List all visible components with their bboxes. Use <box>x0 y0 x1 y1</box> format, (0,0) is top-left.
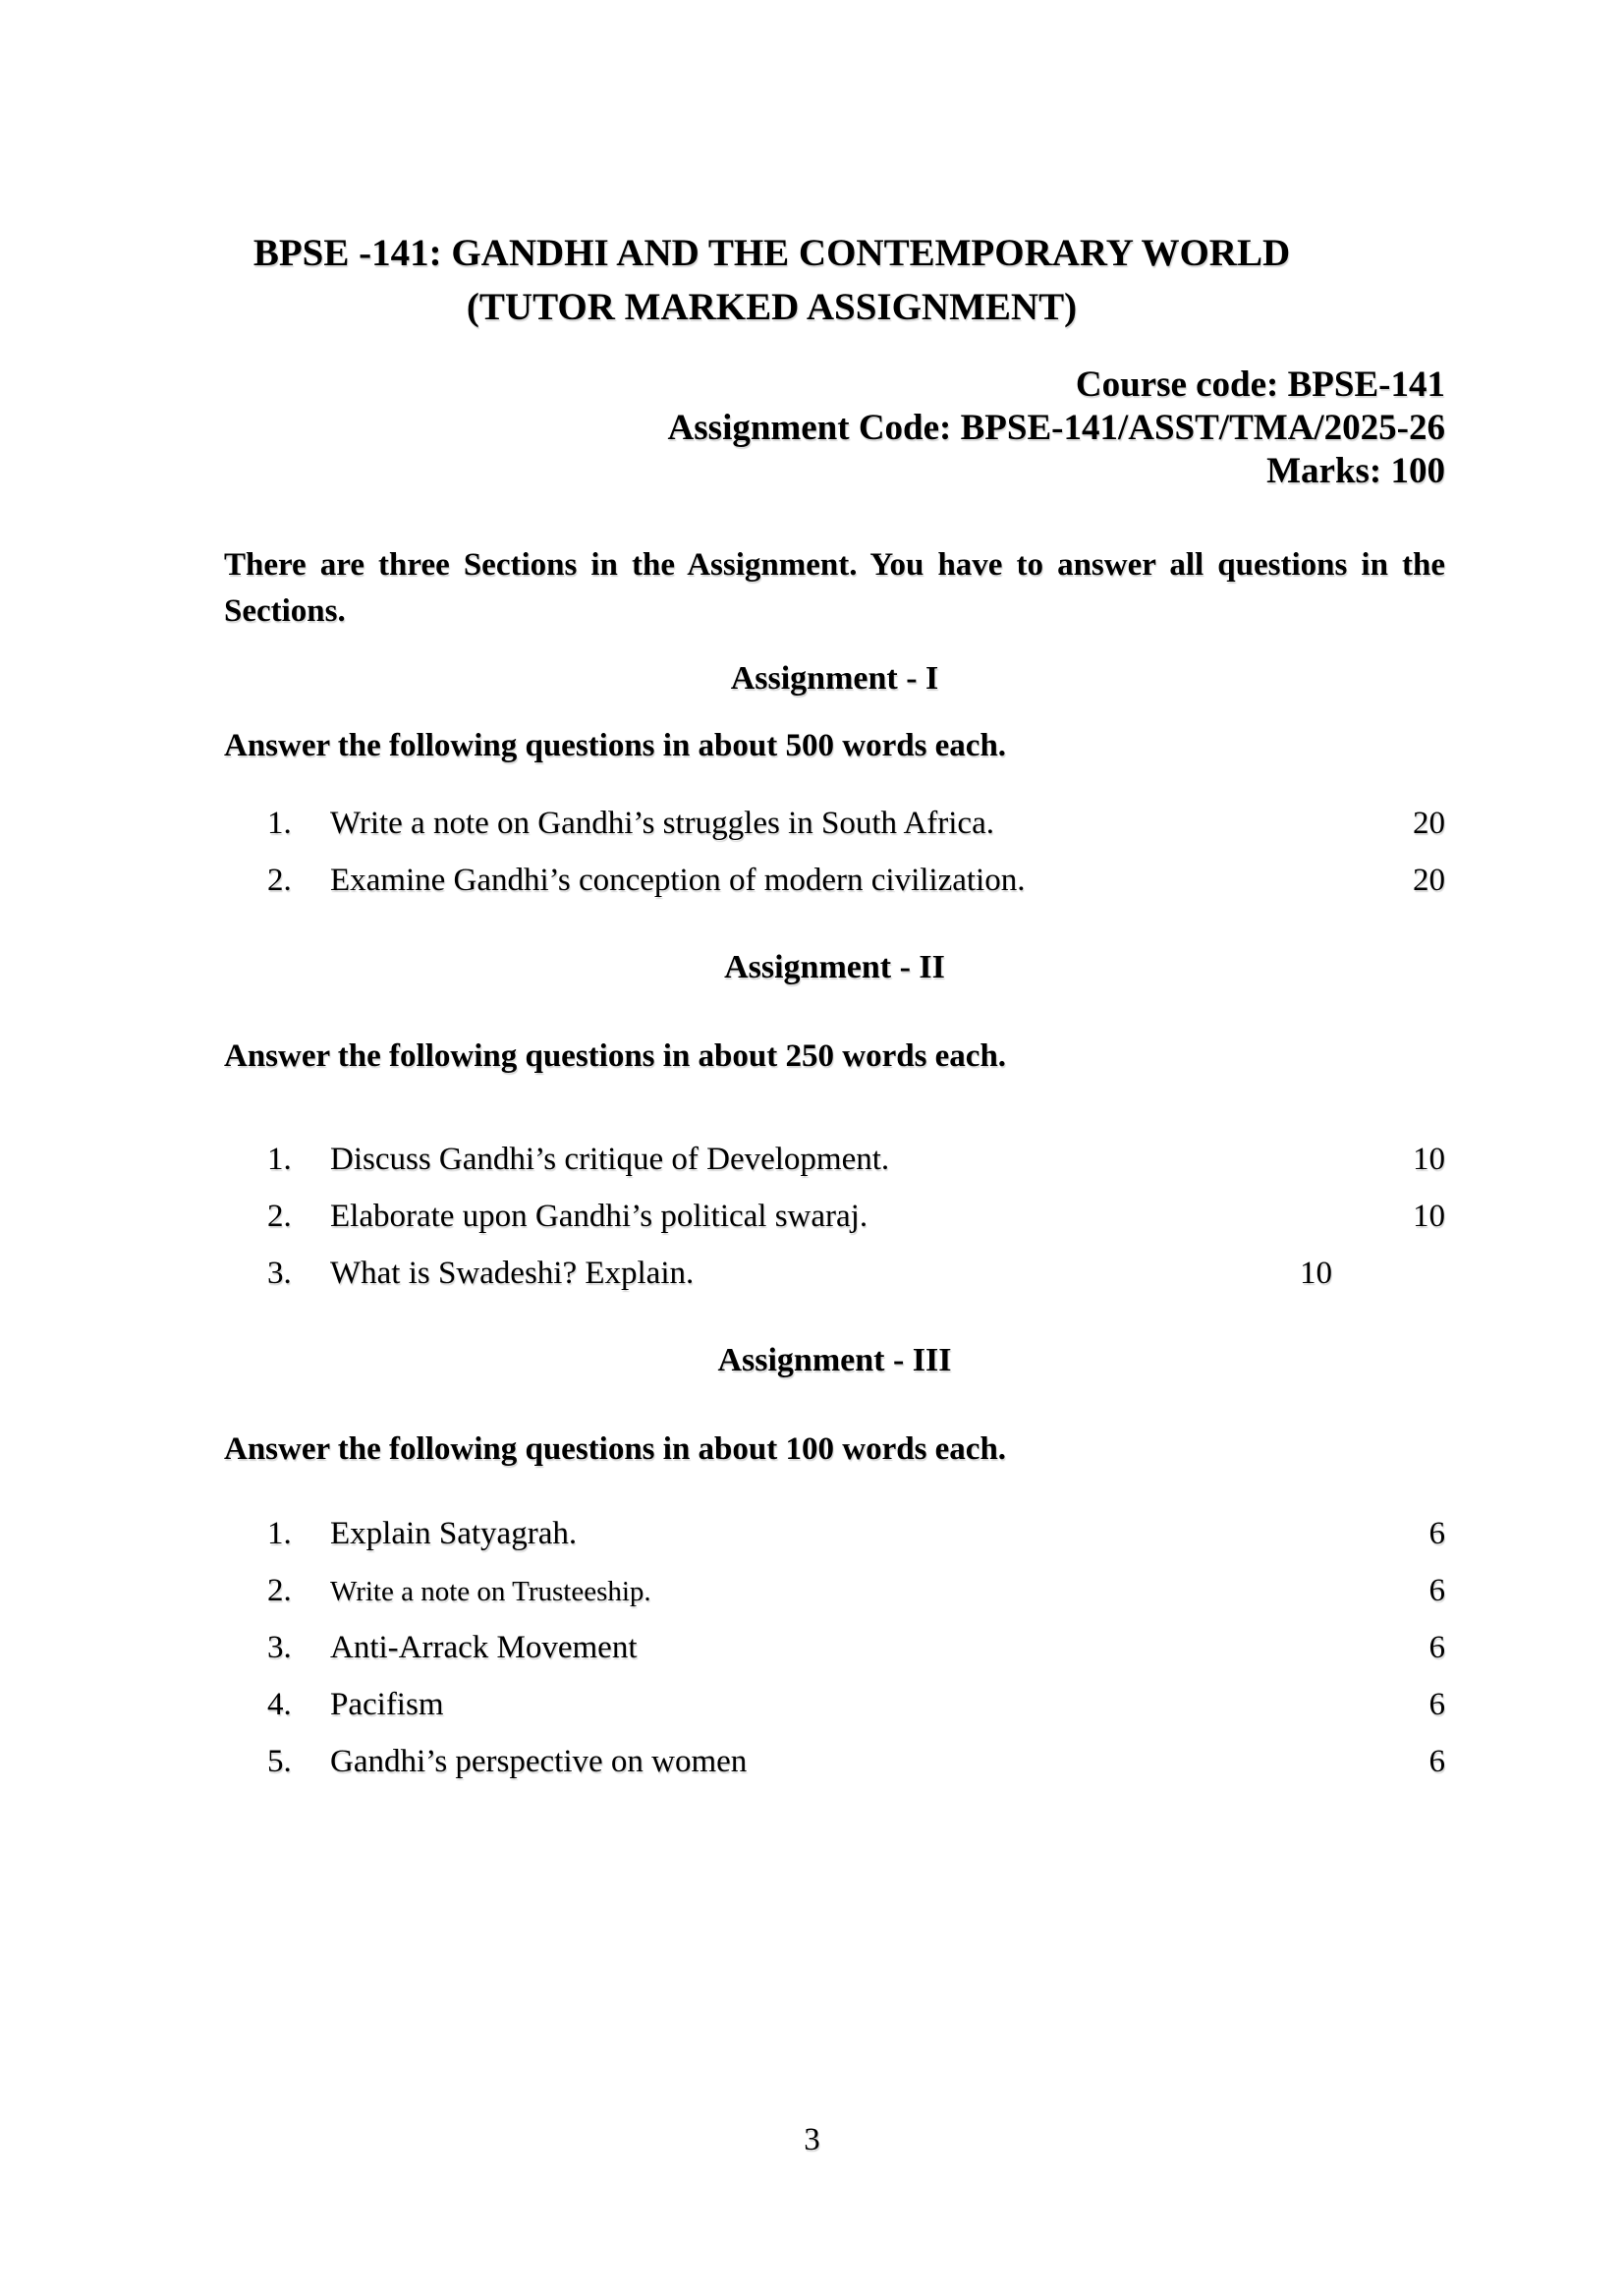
question-marks: 10 <box>1300 1256 1332 1291</box>
question-row <box>224 1131 1445 1188</box>
question-list <box>224 1505 1445 1790</box>
question-number: 4. <box>267 1687 292 1722</box>
question-number: 1. <box>267 1516 292 1551</box>
question-number: 1. <box>267 806 292 841</box>
question-text: What is Swadeshi? Explain. <box>330 1256 695 1291</box>
question-number: 2. <box>267 863 292 898</box>
question-number: 5. <box>267 1744 292 1779</box>
question-marks: 6 <box>1428 1516 1445 1551</box>
question-row <box>224 1188 1445 1245</box>
total-marks: Marks: 100 <box>1266 451 1445 491</box>
answer-instruction: Answer the following questions in about 100 words each. <box>224 1431 1007 1467</box>
question-row <box>224 852 1445 909</box>
question-number: 2. <box>267 1573 292 1608</box>
question-row <box>224 1619 1445 1676</box>
course-code: Course code: BPSE-141 <box>1075 364 1445 405</box>
question-marks: 6 <box>1428 1630 1445 1665</box>
question-marks: 10 <box>1413 1142 1445 1177</box>
question-number: 2. <box>267 1199 292 1234</box>
question-text: Write a note on Trusteeship. <box>330 1576 651 1607</box>
question-number: 1. <box>267 1142 292 1177</box>
assignment-code: Assignment Code: BPSE-141/ASST/TMA/2025-26 <box>667 408 1445 448</box>
page-content <box>224 0 1445 1790</box>
question-number: 3. <box>267 1256 292 1291</box>
page-subtitle: (TUTOR MARKED ASSIGNMENT) <box>466 286 1078 328</box>
question-row <box>224 1505 1445 1562</box>
section-assignment-ii <box>224 948 1445 1302</box>
question-row <box>224 1733 1445 1790</box>
section-assignment-iii <box>224 1341 1445 1790</box>
question-text: Examine Gandhi’s conception of modern civilization. <box>330 863 1026 898</box>
question-text: Gandhi’s perspective on women <box>330 1744 748 1779</box>
answer-instruction: Answer the following questions in about 500 words each. <box>224 728 1007 763</box>
question-text: Pacifism <box>330 1687 444 1722</box>
instructions-paragraph: There are three Sections in the Assignment. You have to answer all questions in the Sections. <box>224 547 1445 629</box>
question-marks: 6 <box>1428 1687 1445 1722</box>
question-row <box>224 795 1445 852</box>
codes-block <box>224 364 1445 493</box>
question-text: Discuss Gandhi’s critique of Development. <box>330 1142 890 1177</box>
question-list <box>224 1131 1445 1302</box>
question-number: 3. <box>267 1630 292 1665</box>
question-text: Write a note on Gandhi’s struggles in South Africa. <box>330 806 994 841</box>
question-marks: 10 <box>1413 1199 1445 1234</box>
question-row <box>224 1245 1445 1302</box>
question-marks: 20 <box>1413 863 1445 898</box>
question-marks: 6 <box>1428 1573 1445 1608</box>
answer-instruction: Answer the following questions in about 250 words each. <box>224 1038 1007 1074</box>
page-title: BPSE -141: GANDHI AND THE CONTEMPORARY WORLD <box>252 232 1291 274</box>
section-assignment-i <box>224 659 1445 909</box>
question-text: Explain Satyagrah. <box>330 1516 578 1551</box>
question-marks: 20 <box>1413 806 1445 841</box>
section-heading: Assignment - III <box>717 1342 952 1378</box>
question-row <box>224 1562 1445 1619</box>
question-list <box>224 795 1445 909</box>
section-heading: Assignment - II <box>724 949 945 985</box>
question-text: Anti-Arrack Movement <box>330 1630 638 1665</box>
title-block <box>224 226 1319 334</box>
page-number: 3 <box>804 2122 820 2157</box>
question-row <box>224 1676 1445 1733</box>
section-heading: Assignment - I <box>730 660 939 697</box>
question-marks: 6 <box>1428 1744 1445 1779</box>
question-text: Elaborate upon Gandhi’s political swaraj. <box>330 1199 868 1234</box>
